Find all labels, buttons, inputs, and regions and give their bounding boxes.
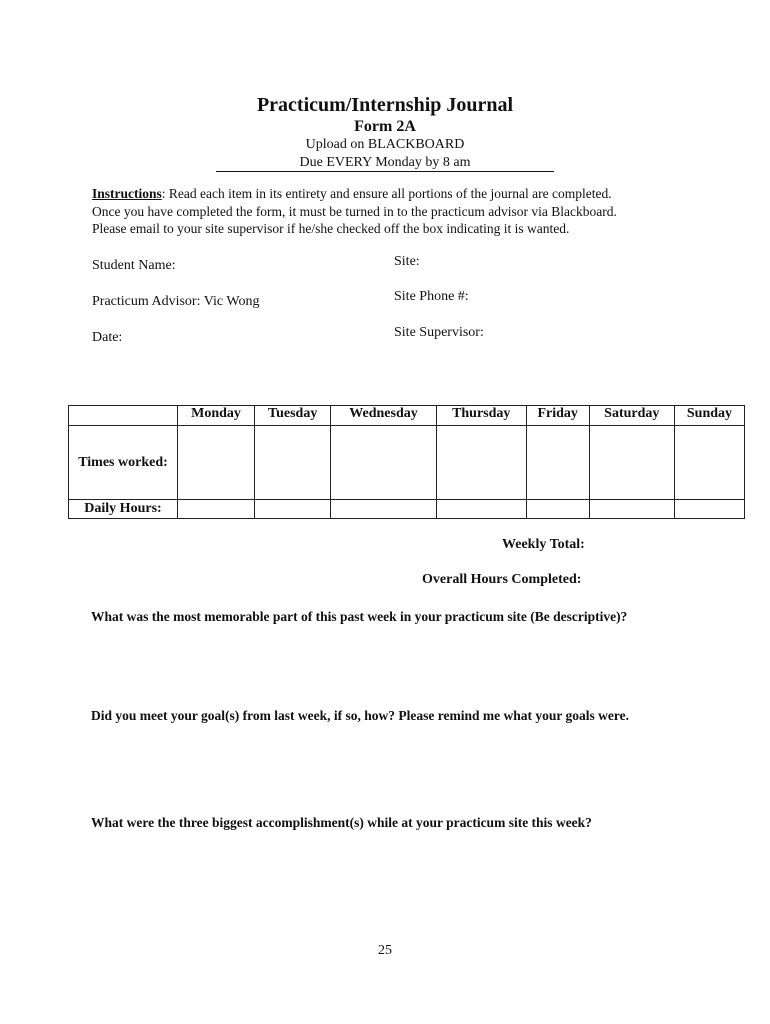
due-date: Due EVERY Monday by 8 am <box>299 155 471 170</box>
day-header-row <box>69 406 745 426</box>
times-worked-row <box>69 426 745 500</box>
student-name-field[interactable]: Student Name: <box>92 258 176 273</box>
instructions-label: Instructions <box>92 186 162 201</box>
daily-hours-row <box>69 500 745 519</box>
site-field[interactable]: Site: <box>394 254 420 269</box>
day-sunday: Sunday <box>674 406 744 426</box>
instructions-line-2: Once you have completed the form, it must be turned in to the practicum advisor via Blackboard. <box>92 203 617 219</box>
site-supervisor-field[interactable]: Site Supervisor: <box>394 325 484 340</box>
day-saturday: Saturday <box>589 406 674 426</box>
due-underline <box>216 171 554 172</box>
hours-table <box>68 405 745 519</box>
times-cell-wednesday[interactable] <box>331 426 436 500</box>
times-cell-monday[interactable] <box>178 426 255 500</box>
daily-hours-label: Daily Hours: <box>69 500 178 519</box>
instructions-block <box>92 185 732 238</box>
overall-hours-label: Overall Hours Completed: <box>422 572 582 587</box>
site-phone-field[interactable]: Site Phone #: <box>394 289 469 304</box>
header-blank-cell <box>69 406 178 426</box>
daily-cell-friday[interactable] <box>526 500 589 519</box>
instructions-line-3: Please email to your site supervisor if he/she checked off the box indicating it is wanted. <box>92 221 570 236</box>
day-tuesday: Tuesday <box>255 406 331 426</box>
times-cell-friday[interactable] <box>526 426 589 500</box>
question-memorable: What was the most memorable part of this past week in your practicum site (Be descriptive)? <box>91 609 628 624</box>
weekly-total-label: Weekly Total: <box>502 537 585 552</box>
upload-instruction: Upload on BLACKBOARD <box>305 137 465 152</box>
day-wednesday: Wednesday <box>331 406 436 426</box>
date-field[interactable]: Date: <box>92 330 123 345</box>
daily-cell-wednesday[interactable] <box>331 500 436 519</box>
instructions-line-1: : Read each item in its entirety and ensure all portions of the journal are completed. <box>161 186 612 201</box>
form-number: Form 2A <box>354 118 416 135</box>
day-friday: Friday <box>526 406 589 426</box>
times-worked-label: Times worked: <box>69 426 178 500</box>
times-cell-saturday[interactable] <box>589 426 674 500</box>
daily-cell-thursday[interactable] <box>436 500 526 519</box>
times-cell-thursday[interactable] <box>436 426 526 500</box>
daily-cell-sunday[interactable] <box>674 500 744 519</box>
question-accomplishments: What were the three biggest accomplishment(s) while at your practicum site this week? <box>91 815 592 830</box>
day-thursday: Thursday <box>436 406 526 426</box>
advisor-field: Practicum Advisor: Vic Wong <box>92 294 260 309</box>
times-cell-sunday[interactable] <box>674 426 744 500</box>
daily-cell-saturday[interactable] <box>589 500 674 519</box>
daily-cell-tuesday[interactable] <box>255 500 331 519</box>
page-number: 25 <box>378 943 392 958</box>
daily-cell-monday[interactable] <box>178 500 255 519</box>
times-cell-tuesday[interactable] <box>255 426 331 500</box>
day-monday: Monday <box>178 406 255 426</box>
question-goals: Did you meet your goal(s) from last week, if so, how? Please remind me what your goals were. <box>91 708 629 723</box>
form-title: Practicum/Internship Journal <box>256 94 514 116</box>
